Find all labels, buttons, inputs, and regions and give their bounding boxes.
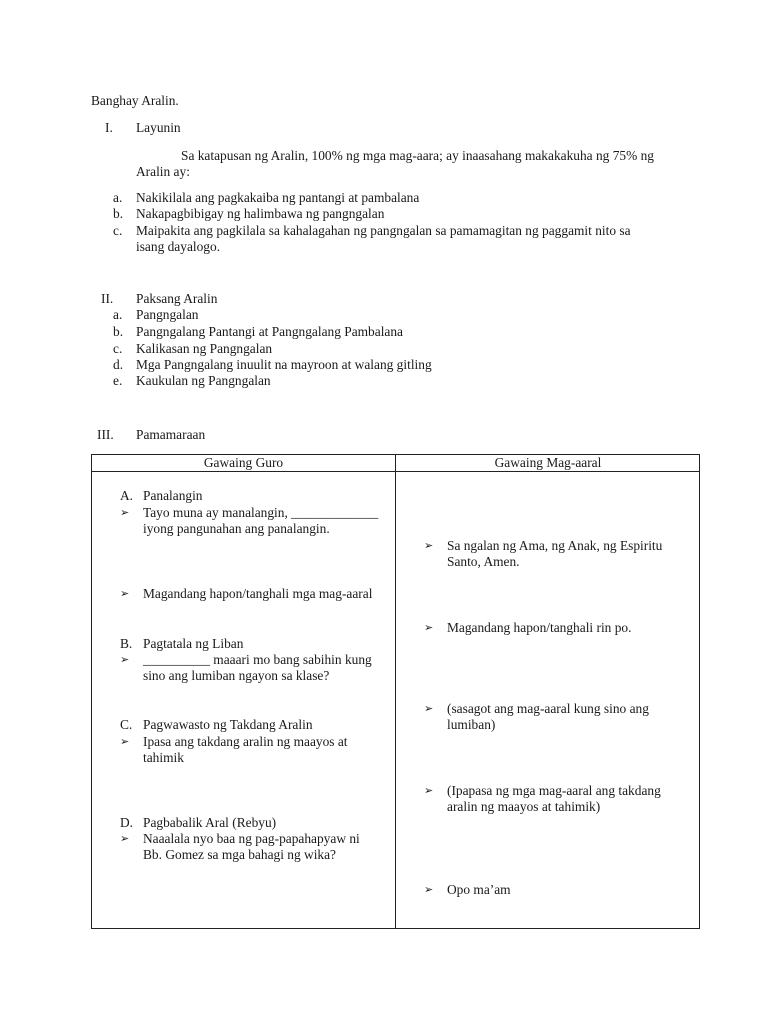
objective-letter-c: c. <box>113 223 123 238</box>
document-title: Banghay Aralin. <box>91 93 179 108</box>
section-1-intro-line2: Aralin ay: <box>136 164 190 179</box>
teacher-step-title-d: Pagbabalik Aral (Rebyu) <box>143 815 277 830</box>
section-1-intro-line1: Sa katapusan ng Aralin, 100% ng mga mag-aara; ay inaasahang makakakuha ng 75% ng <box>181 148 654 163</box>
teacher-step-letter-a: A. <box>120 488 134 503</box>
teacher-line: Naaalala nyo baa ng pag-papahapyaw ni <box>143 831 360 846</box>
section-2-numeral: II. <box>101 291 114 306</box>
student-line: (sasagot ang mag-aaral kung sino ang <box>447 701 649 716</box>
student-line: Sa ngalan ng Ama, ng Anak, ng Espiritu <box>447 538 663 553</box>
section-3-heading: Pamamaraan <box>136 427 206 442</box>
table-header-student: Gawaing Mag-aaral <box>494 455 602 470</box>
topic-letter-a: a. <box>113 307 123 322</box>
student-line: (Ipapasa ng mga mag-aaral ang takdang <box>447 783 661 798</box>
arrowhead-bullet-icon: ➢ <box>424 883 434 896</box>
table-header-teacher: Gawaing Guro <box>203 455 284 470</box>
student-line: aralin ng maayos at tahimik) <box>447 799 601 814</box>
arrowhead-bullet-icon: ➢ <box>424 621 434 634</box>
topic-letter-d: d. <box>113 357 124 372</box>
arrowhead-bullet-icon: ➢ <box>120 506 130 519</box>
topic-d: Mga Pangngalang inuulit na mayroon at walang gitling <box>136 357 432 372</box>
topic-b: Pangngalang Pantangi at Pangngalang Pambalana <box>136 324 404 339</box>
teacher-line: sino ang lumiban ngayon sa klase? <box>143 668 330 683</box>
arrowhead-bullet-icon: ➢ <box>120 832 130 845</box>
topic-letter-c: c. <box>113 341 123 356</box>
objective-a: Nakikilala ang pagkakaiba ng pantangi at pambalana <box>136 190 420 205</box>
student-line: lumiban) <box>447 717 496 732</box>
teacher-step-letter-d: D. <box>120 815 134 830</box>
arrowhead-bullet-icon: ➢ <box>120 653 130 666</box>
objective-c: Maipakita ang pagkilala sa kahalagahan ng pangngalan sa pamamagitan ng paggamit nito sa <box>136 223 631 238</box>
teacher-line: Bb. Gomez sa mga bahagi ng wika? <box>143 847 336 862</box>
teacher-line: tahimik <box>143 750 184 765</box>
objective-letter-b: b. <box>113 206 124 221</box>
teacher-step-title-c: Pagwawasto ng Takdang Aralin <box>143 717 313 732</box>
table-column-divider <box>395 454 396 929</box>
objective-letter-a: a. <box>113 190 123 205</box>
student-line: Magandang hapon/tanghali rin po. <box>447 620 632 635</box>
teacher-step-letter-c: C. <box>120 717 133 732</box>
section-1-numeral: I. <box>105 120 113 135</box>
teacher-line: Tayo muna ay manalangin, _____________ <box>143 505 379 520</box>
teacher-line: Magandang hapon/tanghali mga mag-aaral <box>143 586 373 601</box>
topic-a: Pangngalan <box>136 307 199 322</box>
arrowhead-bullet-icon: ➢ <box>424 702 434 715</box>
objective-c-continued: isang dayalogo. <box>136 239 221 254</box>
arrowhead-bullet-icon: ➢ <box>120 587 130 600</box>
teacher-line: Ipasa ang takdang aralin ng maayos at <box>143 734 348 749</box>
teacher-step-title-a: Panalangin <box>143 488 203 503</box>
table-header-divider <box>91 471 700 472</box>
objective-b: Nakapagbibigay ng halimbawa ng pangngalan <box>136 206 385 221</box>
topic-letter-e: e. <box>113 373 123 388</box>
arrowhead-bullet-icon: ➢ <box>424 784 434 797</box>
student-line: Santo, Amen. <box>447 554 520 569</box>
teacher-line: iyong pangunahan ang panalangin. <box>143 521 330 536</box>
teacher-step-letter-b: B. <box>120 636 133 651</box>
section-2-heading: Paksang Aralin <box>136 291 218 306</box>
topic-letter-b: b. <box>113 324 124 339</box>
arrowhead-bullet-icon: ➢ <box>120 735 130 748</box>
section-3-numeral: III. <box>97 427 114 442</box>
student-line: Opo ma’am <box>447 882 511 897</box>
section-1-heading: Layunin <box>136 120 181 135</box>
topic-c: Kalikasan ng Pangngalan <box>136 341 273 356</box>
arrowhead-bullet-icon: ➢ <box>424 539 434 552</box>
teacher-step-title-b: Pagtatala ng Liban <box>143 636 244 651</box>
topic-e: Kaukulan ng Pangngalan <box>136 373 271 388</box>
teacher-line: __________ maaari mo bang sabihin kung <box>143 652 372 667</box>
